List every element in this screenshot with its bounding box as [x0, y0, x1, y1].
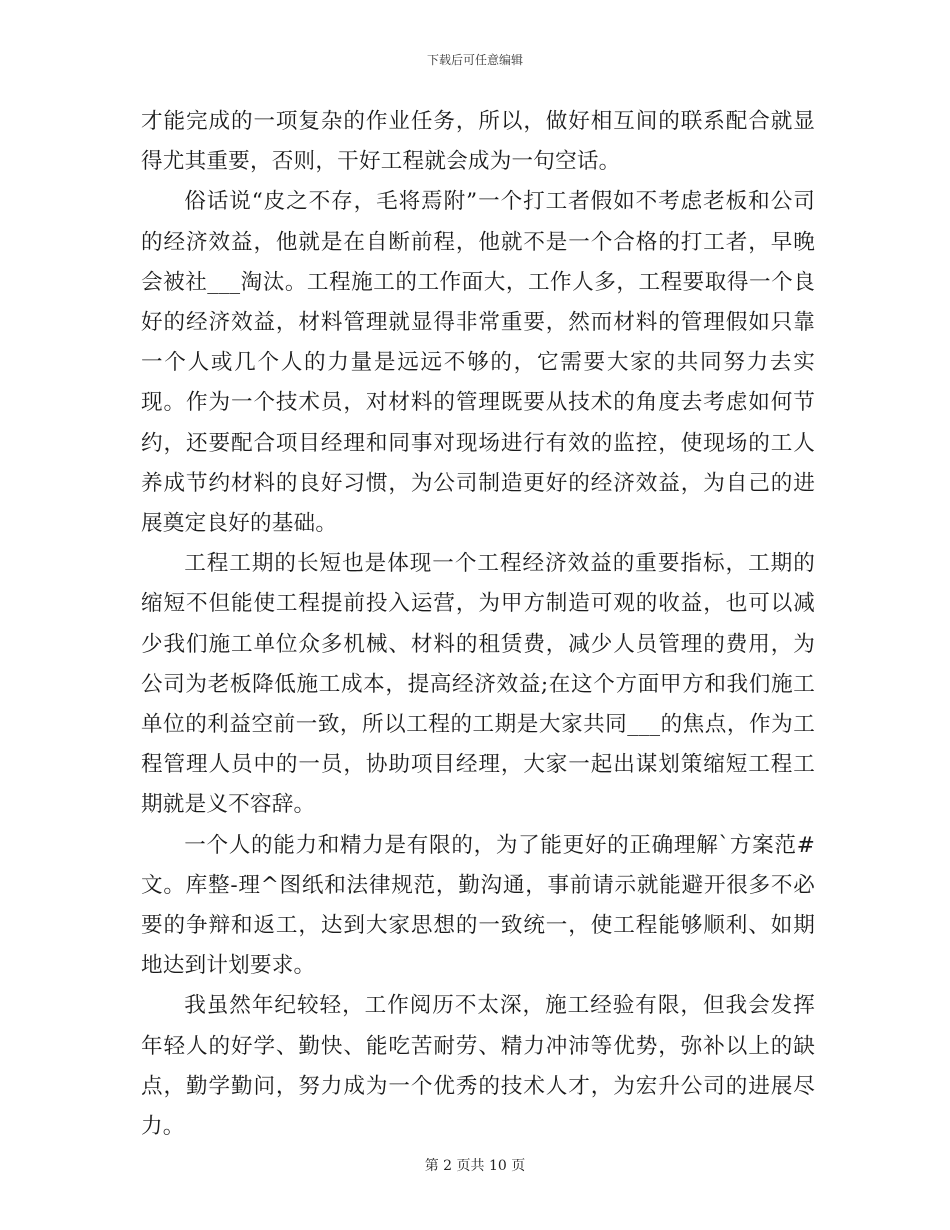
- paragraph-materials: 俗话说“皮之不存，毛将焉附”一个打工者假如不考虑老板和公司的经济效益，他就是在自断前程，他就不是一个合格的打工者，早晚会被社___淘汰。工程施工的工作面大，工作人多，工程要取得一个良好的经济效益，材料管理就显得非常重要，然而材料的管理假如只靠一个人或几个人的力量是远远不够的，它需要大家的共同努力去实现。作为一个技术员，对材料的管理既要从技术的角度去考虑如何节约，还要配合项目经理和同事对现场进行有效的监控，使现场的工人养成节约材料的良好习惯，为公司制造更好的经济效益，为自己的进展奠定良好的基础。: [141, 189, 815, 537]
- document-body: [141, 102, 815, 1147]
- page-number: 第 2 页共 10 页: [424, 1158, 526, 1174]
- paragraph-self-improvement: 我虽然年纪较轻，工作阅历不太深，施工经验有限，但我会发挥年轻人的好学、勤快、能吃苦耐劳、精力冲沛等优势，弥补以上的缺点，勤学勤问，努力成为一个优秀的技术人才，为宏升公司的进展尽力。: [141, 993, 815, 1140]
- paragraph-schedule: 工程工期的长短也是体现一个工程经济效益的重要指标，工期的缩短不但能使工程提前投入运营，为甲方制造可观的收益，也可以减少我们施工单位众多机械、材料的租赁费，减少人员管理的费用，为公司为老板降低施工成本，提高经济效益;在这个方面甲方和我们施工单位的利益空前一致，所以工程的工期是大家共同___的焦点，作为工程管理人员中的一员，协助项目经理，大家一起出谋划策缩短工程工期就是义不容辞。: [141, 551, 815, 818]
- paragraph-continuation: 才能完成的一项复杂的作业任务，所以，做好相互间的联系配合就显得尤其重要，否则，干好工程就会成为一句空话。: [141, 109, 815, 175]
- page-header: 下载后可任意编辑: [426, 53, 523, 67]
- paragraph-communication: 一个人的能力和精力是有限的，为了能更好的正确理解`方案范#文。库整-理^图纸和法律规范，勤沟通，事前请示就能避开很多不必要的争辩和返工，达到大家思想的一致统一，使工程能够顺利、如期地达到计划要求。: [141, 832, 815, 979]
